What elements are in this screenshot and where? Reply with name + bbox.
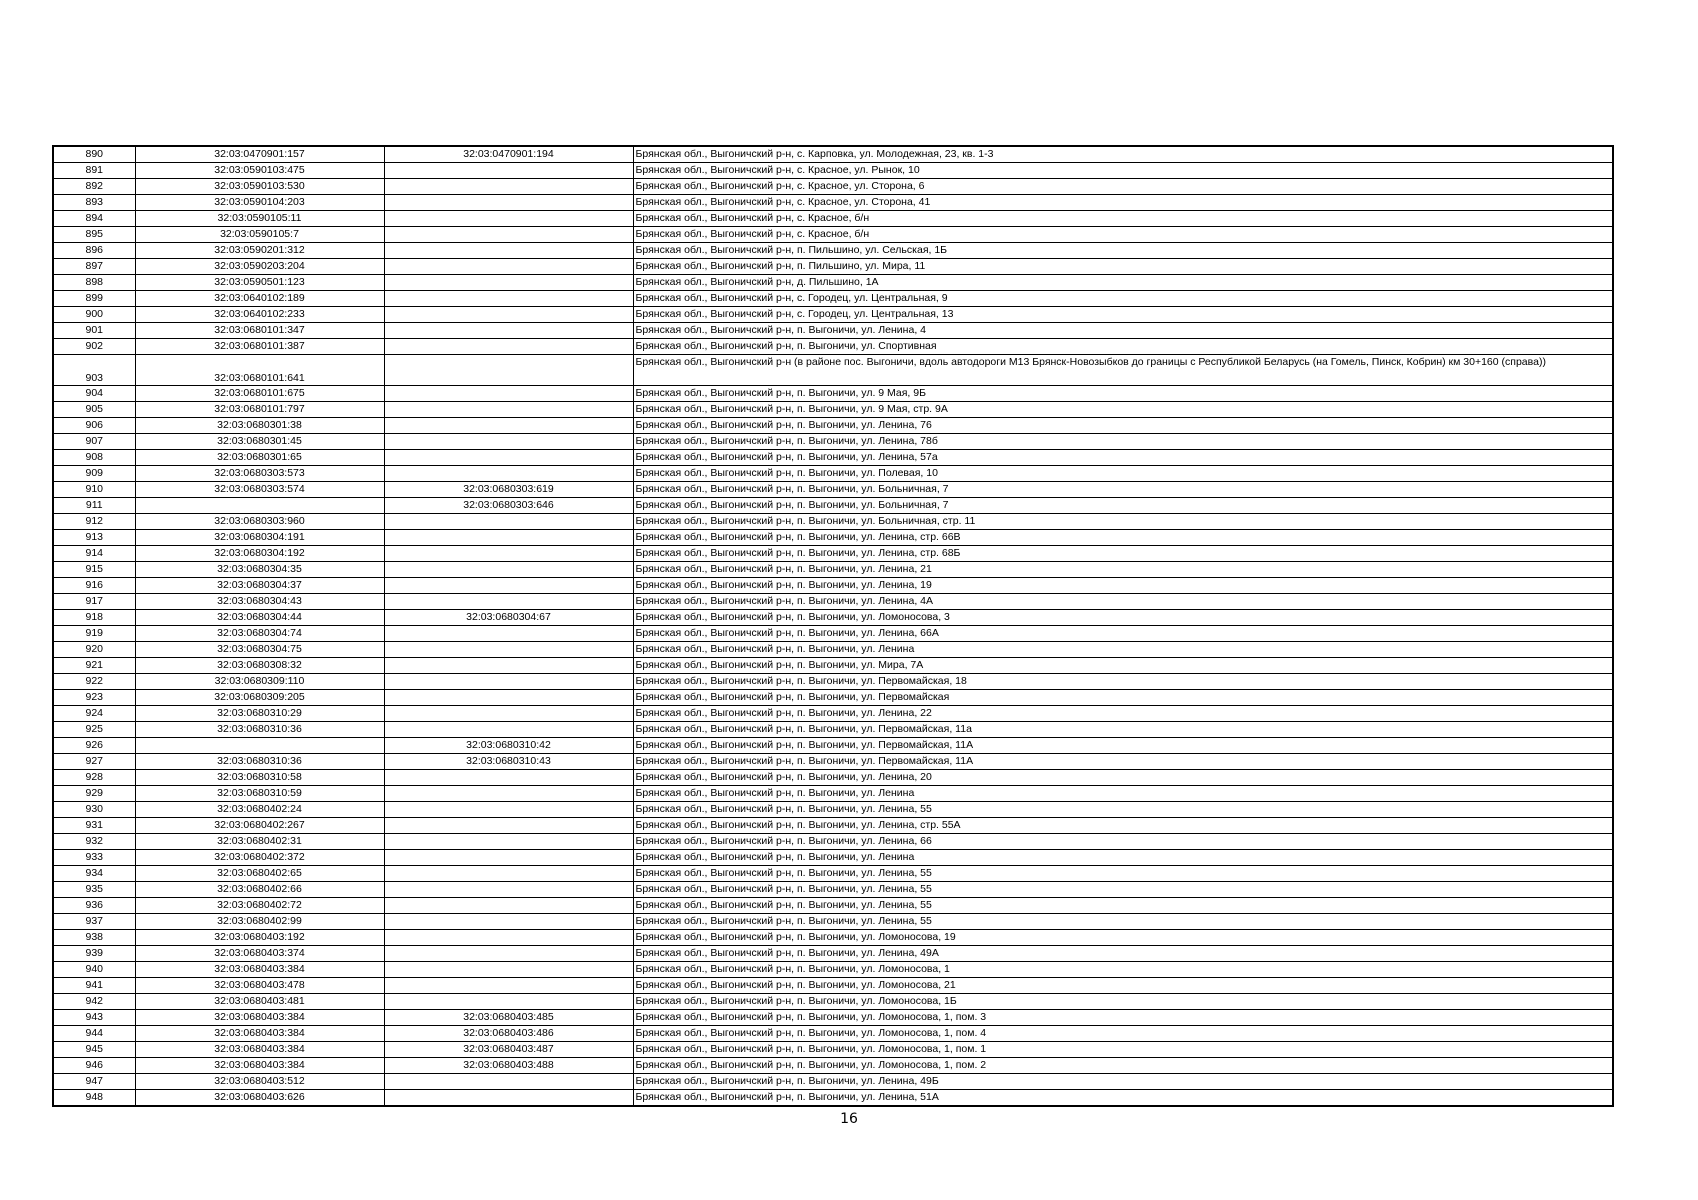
cadastral-number-cell: 32:03:0680101:387 xyxy=(135,339,384,355)
table-row xyxy=(53,402,1613,418)
address-cell: Брянская обл., Выгоничский р-н, п. Выгоничи, ул. Ломоносова, 1, пом. 1 xyxy=(633,1042,1613,1058)
address-cell: Брянская обл., Выгоничский р-н, п. Выгоничи, ул. Ленина, 55 xyxy=(633,866,1613,882)
cadastral-number-cell: 32:03:0590105:11 xyxy=(135,211,384,227)
row-number-cell: 903 xyxy=(53,355,135,386)
related-cadastral-number-cell xyxy=(384,227,633,243)
cadastral-number-cell: 32:03:0680304:74 xyxy=(135,626,384,642)
row-number-cell: 919 xyxy=(53,626,135,642)
row-number-cell: 945 xyxy=(53,1042,135,1058)
row-number-cell: 901 xyxy=(53,323,135,339)
address-cell: Брянская обл., Выгоничский р-н, п. Выгоничи, ул. Полевая, 10 xyxy=(633,466,1613,482)
address-cell: Брянская обл., Выгоничский р-н, п. Пильшино, ул. Сельская, 1Б xyxy=(633,243,1613,259)
cadastral-number-cell: 32:03:0680403:512 xyxy=(135,1074,384,1090)
cadastral-number-cell: 32:03:0680304:44 xyxy=(135,610,384,626)
row-number-cell: 940 xyxy=(53,962,135,978)
table-row xyxy=(53,355,1613,386)
related-cadastral-number-cell: 32:03:0680403:485 xyxy=(384,1010,633,1026)
related-cadastral-number-cell: 32:03:0680403:487 xyxy=(384,1042,633,1058)
address-cell: Брянская обл., Выгоничский р-н, п. Выгоничи, ул. Ленина, 55 xyxy=(633,802,1613,818)
table-body xyxy=(53,146,1613,1106)
address-cell: Брянская обл., Выгоничский р-н, с. Городец, ул. Центральная, 13 xyxy=(633,307,1613,323)
related-cadastral-number-cell: 32:03:0680310:43 xyxy=(384,754,633,770)
cadastral-number-cell: 32:03:0590103:475 xyxy=(135,163,384,179)
table-row xyxy=(53,243,1613,259)
address-cell: Брянская обл., Выгоничский р-н, п. Выгоничи, ул. Ленина, 19 xyxy=(633,578,1613,594)
table-row xyxy=(53,1026,1613,1042)
table-row xyxy=(53,946,1613,962)
related-cadastral-number-cell xyxy=(384,1074,633,1090)
table-row xyxy=(53,802,1613,818)
address-cell: Брянская обл., Выгоничский р-н, п. Выгоничи, ул. Ленина, 49Б xyxy=(633,1074,1613,1090)
table-row xyxy=(53,323,1613,339)
table-row xyxy=(53,978,1613,994)
table-row xyxy=(53,418,1613,434)
row-number-cell: 936 xyxy=(53,898,135,914)
table-row xyxy=(53,1042,1613,1058)
related-cadastral-number-cell xyxy=(384,450,633,466)
cadastral-number-cell: 32:03:0680403:374 xyxy=(135,946,384,962)
related-cadastral-number-cell: 32:03:0680403:488 xyxy=(384,1058,633,1074)
row-number-cell: 905 xyxy=(53,402,135,418)
table-row xyxy=(53,514,1613,530)
table-row xyxy=(53,1074,1613,1090)
row-number-cell: 946 xyxy=(53,1058,135,1074)
table-row xyxy=(53,834,1613,850)
cadastral-number-cell: 32:03:0680101:347 xyxy=(135,323,384,339)
row-number-cell: 914 xyxy=(53,546,135,562)
address-cell: Брянская обл., Выгоничский р-н, п. Выгоничи, ул. Ленина, 55 xyxy=(633,914,1613,930)
address-cell: Брянская обл., Выгоничский р-н, п. Выгоничи, ул. 9 Мая, стр. 9А xyxy=(633,402,1613,418)
cadastral-number-cell: 32:03:0680310:29 xyxy=(135,706,384,722)
address-cell: Брянская обл., Выгоничский р-н, п. Выгоничи, ул. Ленина xyxy=(633,850,1613,866)
address-cell: Брянская обл., Выгоничский р-н, п. Выгоничи, ул. Ленина xyxy=(633,642,1613,658)
cadastral-number-cell: 32:03:0590203:204 xyxy=(135,259,384,275)
related-cadastral-number-cell xyxy=(384,514,633,530)
row-number-cell: 942 xyxy=(53,994,135,1010)
row-number-cell: 939 xyxy=(53,946,135,962)
cadastral-number-cell: 32:03:0680403:384 xyxy=(135,1058,384,1074)
cadastral-number-cell: 32:03:0680310:36 xyxy=(135,722,384,738)
table-row xyxy=(53,291,1613,307)
row-number-cell: 915 xyxy=(53,562,135,578)
address-cell: Брянская обл., Выгоничский р-н, п. Выгоничи, ул. Ломоносова, 1Б xyxy=(633,994,1613,1010)
related-cadastral-number-cell xyxy=(384,1090,633,1107)
cadastral-number-cell: 32:03:0680310:58 xyxy=(135,770,384,786)
related-cadastral-number-cell xyxy=(384,658,633,674)
related-cadastral-number-cell xyxy=(384,530,633,546)
table-row xyxy=(53,434,1613,450)
row-number-cell: 933 xyxy=(53,850,135,866)
table-row xyxy=(53,275,1613,291)
row-number-cell: 932 xyxy=(53,834,135,850)
table-row xyxy=(53,690,1613,706)
table-row xyxy=(53,594,1613,610)
table-row xyxy=(53,898,1613,914)
address-cell: Брянская обл., Выгоничский р-н, п. Выгоничи, ул. Ленина, 66 xyxy=(633,834,1613,850)
address-cell: Брянская обл., Выгоничский р-н (в районе пос. Выгоничи, вдоль автодороги М13 Брянск-Новозыбков до границы с Республикой Беларусь (на Гомель, Пинск, Кобрин) км 30+160 (справа)) xyxy=(633,355,1613,386)
row-number-cell: 902 xyxy=(53,339,135,355)
address-cell: Брянская обл., Выгоничский р-н, с. Красное, б/н xyxy=(633,227,1613,243)
table-row xyxy=(53,578,1613,594)
address-cell: Брянская обл., Выгоничский р-н, п. Выгоничи, ул. Первомайская, 11а xyxy=(633,722,1613,738)
address-cell: Брянская обл., Выгоничский р-н, п. Выгоничи, ул. Ленина, 66А xyxy=(633,626,1613,642)
related-cadastral-number-cell xyxy=(384,211,633,227)
address-cell: Брянская обл., Выгоничский р-н, с. Красное, ул. Сторона, 41 xyxy=(633,195,1613,211)
row-number-cell: 912 xyxy=(53,514,135,530)
address-cell: Брянская обл., Выгоничский р-н, п. Выгоничи, ул. Первомайская, 11А xyxy=(633,754,1613,770)
row-number-cell: 925 xyxy=(53,722,135,738)
table-row xyxy=(53,562,1613,578)
address-cell: Брянская обл., Выгоничский р-н, п. Выгоничи, ул. Первомайская, 11А xyxy=(633,738,1613,754)
table-row xyxy=(53,339,1613,355)
cadastral-number-cell: 32:03:0680403:192 xyxy=(135,930,384,946)
table-row xyxy=(53,1090,1613,1107)
row-number-cell: 918 xyxy=(53,610,135,626)
address-cell: Брянская обл., Выгоничский р-н, п. Выгоничи, ул. Ленина, 4А xyxy=(633,594,1613,610)
page-number: 16 xyxy=(840,1111,858,1127)
address-cell: Брянская обл., Выгоничский р-н, с. Красное, ул. Сторона, 6 xyxy=(633,179,1613,195)
cadastral-number-cell: 32:03:0680301:45 xyxy=(135,434,384,450)
table-row xyxy=(53,738,1613,754)
row-number-cell: 930 xyxy=(53,802,135,818)
address-cell: Брянская обл., Выгоничский р-н, п. Выгоничи, ул. Первомайская xyxy=(633,690,1613,706)
row-number-cell: 931 xyxy=(53,818,135,834)
row-number-cell: 900 xyxy=(53,307,135,323)
address-cell: Брянская обл., Выгоничский р-н, п. Выгоничи, ул. Ленина, 49А xyxy=(633,946,1613,962)
address-cell: Брянская обл., Выгоничский р-н, п. Выгоничи, ул. 9 Мая, 9Б xyxy=(633,386,1613,402)
row-number-cell: 906 xyxy=(53,418,135,434)
row-number-cell: 926 xyxy=(53,738,135,754)
address-cell: Брянская обл., Выгоничский р-н, п. Выгоничи, ул. Ленина, 20 xyxy=(633,770,1613,786)
address-cell: Брянская обл., Выгоничский р-н, п. Выгоничи, ул. Ленина, 57а xyxy=(633,450,1613,466)
address-cell: Брянская обл., Выгоничский р-н, п. Выгоничи, ул. Ленина, 51А xyxy=(633,1090,1613,1107)
address-cell: Брянская обл., Выгоничский р-н, п. Выгоничи, ул. Ленина, 78б xyxy=(633,434,1613,450)
row-number-cell: 892 xyxy=(53,179,135,195)
row-number-cell: 894 xyxy=(53,211,135,227)
cadastral-number-cell xyxy=(135,738,384,754)
address-cell: Брянская обл., Выгоничский р-н, п. Выгоничи, ул. Ленина, 76 xyxy=(633,418,1613,434)
related-cadastral-number-cell: 32:03:0680304:67 xyxy=(384,610,633,626)
related-cadastral-number-cell xyxy=(384,898,633,914)
related-cadastral-number-cell xyxy=(384,323,633,339)
row-number-cell: 920 xyxy=(53,642,135,658)
related-cadastral-number-cell xyxy=(384,386,633,402)
cadastral-number-cell: 32:03:0680304:75 xyxy=(135,642,384,658)
cadastral-number-cell: 32:03:0680402:267 xyxy=(135,818,384,834)
row-number-cell: 923 xyxy=(53,690,135,706)
address-cell: Брянская обл., Выгоничский р-н, д. Пильшино, 1А xyxy=(633,275,1613,291)
address-cell: Брянская обл., Выгоничский р-н, п. Выгоничи, ул. Ленина, 21 xyxy=(633,562,1613,578)
related-cadastral-number-cell xyxy=(384,594,633,610)
table-row xyxy=(53,722,1613,738)
address-cell: Брянская обл., Выгоничский р-н, п. Выгоничи, ул. Спортивная xyxy=(633,339,1613,355)
row-number-cell: 934 xyxy=(53,866,135,882)
cadastral-number-cell: 32:03:0680101:675 xyxy=(135,386,384,402)
table-row xyxy=(53,466,1613,482)
related-cadastral-number-cell xyxy=(384,834,633,850)
cadastral-number-cell: 32:03:0680304:43 xyxy=(135,594,384,610)
row-number-cell: 944 xyxy=(53,1026,135,1042)
related-cadastral-number-cell xyxy=(384,722,633,738)
cadastral-number-cell: 32:03:0590501:123 xyxy=(135,275,384,291)
related-cadastral-number-cell xyxy=(384,355,633,386)
table-row xyxy=(53,626,1613,642)
address-cell: Брянская обл., Выгоничский р-н, п. Выгоничи, ул. Ломоносова, 3 xyxy=(633,610,1613,626)
row-number-cell: 913 xyxy=(53,530,135,546)
related-cadastral-number-cell xyxy=(384,690,633,706)
table-row xyxy=(53,482,1613,498)
cadastral-number-cell: 32:03:0680303:574 xyxy=(135,482,384,498)
row-number-cell: 921 xyxy=(53,658,135,674)
row-number-cell: 910 xyxy=(53,482,135,498)
row-number-cell: 904 xyxy=(53,386,135,402)
related-cadastral-number-cell xyxy=(384,307,633,323)
cadastral-number-cell: 32:03:0680402:72 xyxy=(135,898,384,914)
table-row xyxy=(53,770,1613,786)
cadastral-number-cell: 32:03:0680301:38 xyxy=(135,418,384,434)
row-number-cell: 893 xyxy=(53,195,135,211)
related-cadastral-number-cell xyxy=(384,962,633,978)
address-cell: Брянская обл., Выгоничский р-н, с. Карповка, ул. Молодежная, 23, кв. 1-3 xyxy=(633,146,1613,163)
address-cell: Брянская обл., Выгоничский р-н, п. Выгоничи, ул. Ленина, 55 xyxy=(633,898,1613,914)
cadastral-number-cell: 32:03:0680304:37 xyxy=(135,578,384,594)
table-row xyxy=(53,179,1613,195)
address-cell: Брянская обл., Выгоничский р-н, п. Выгоничи, ул. Ленина xyxy=(633,786,1613,802)
row-number-cell: 899 xyxy=(53,291,135,307)
related-cadastral-number-cell xyxy=(384,578,633,594)
cadastral-number-cell: 32:03:0680403:384 xyxy=(135,962,384,978)
table-row xyxy=(53,610,1613,626)
table-row xyxy=(53,307,1613,323)
related-cadastral-number-cell: 32:03:0680303:619 xyxy=(384,482,633,498)
related-cadastral-number-cell xyxy=(384,466,633,482)
related-cadastral-number-cell xyxy=(384,946,633,962)
address-cell: Брянская обл., Выгоничский р-н, п. Выгоничи, ул. Первомайская, 18 xyxy=(633,674,1613,690)
related-cadastral-number-cell xyxy=(384,259,633,275)
table-row xyxy=(53,882,1613,898)
row-number-cell: 947 xyxy=(53,1074,135,1090)
table-row xyxy=(53,962,1613,978)
row-number-cell: 908 xyxy=(53,450,135,466)
table-row xyxy=(53,674,1613,690)
address-cell: Брянская обл., Выгоничский р-н, п. Пильшино, ул. Мира, 11 xyxy=(633,259,1613,275)
address-cell: Брянская обл., Выгоничский р-н, с. Городец, ул. Центральная, 9 xyxy=(633,291,1613,307)
table-row xyxy=(53,259,1613,275)
cadastral-number-cell: 32:03:0680402:24 xyxy=(135,802,384,818)
related-cadastral-number-cell xyxy=(384,339,633,355)
cadastral-number-cell: 32:03:0680402:66 xyxy=(135,882,384,898)
cadastral-number-cell: 32:03:0640102:189 xyxy=(135,291,384,307)
table-row xyxy=(53,850,1613,866)
related-cadastral-number-cell xyxy=(384,642,633,658)
table-row xyxy=(53,994,1613,1010)
cadastral-number-cell: 32:03:0680402:372 xyxy=(135,850,384,866)
table-row xyxy=(53,227,1613,243)
cadastral-number-cell: 32:03:0680304:35 xyxy=(135,562,384,578)
cadastral-number-cell: 32:03:0680403:384 xyxy=(135,1026,384,1042)
cadastral-number-cell: 32:03:0680309:110 xyxy=(135,674,384,690)
row-number-cell: 929 xyxy=(53,786,135,802)
cadastral-number-cell xyxy=(135,498,384,514)
cadastral-number-cell: 32:03:0590104:203 xyxy=(135,195,384,211)
related-cadastral-number-cell xyxy=(384,786,633,802)
table-row xyxy=(53,163,1613,179)
table-row xyxy=(53,914,1613,930)
related-cadastral-number-cell xyxy=(384,802,633,818)
cadastral-number-cell: 32:03:0680303:960 xyxy=(135,514,384,530)
address-cell: Брянская обл., Выгоничский р-н, п. Выгоничи, ул. Ленина, стр. 55А xyxy=(633,818,1613,834)
row-number-cell: 891 xyxy=(53,163,135,179)
cadastral-number-cell: 32:03:0680308:32 xyxy=(135,658,384,674)
address-cell: Брянская обл., Выгоничский р-н, п. Выгоничи, ул. Ленина, 4 xyxy=(633,323,1613,339)
row-number-cell: 943 xyxy=(53,1010,135,1026)
cadastral-number-cell: 32:03:0680402:65 xyxy=(135,866,384,882)
row-number-cell: 935 xyxy=(53,882,135,898)
table-row xyxy=(53,1058,1613,1074)
address-cell: Брянская обл., Выгоничский р-н, с. Красное, ул. Рынок, 10 xyxy=(633,163,1613,179)
table-row xyxy=(53,642,1613,658)
table-row xyxy=(53,706,1613,722)
address-cell: Брянская обл., Выгоничский р-н, п. Выгоничи, ул. Ленина, 22 xyxy=(633,706,1613,722)
address-cell: Брянская обл., Выгоничский р-н, п. Выгоничи, ул. Больничная, 7 xyxy=(633,498,1613,514)
cadastral-number-cell: 32:03:0680403:384 xyxy=(135,1042,384,1058)
address-cell: Брянская обл., Выгоничский р-н, п. Выгоничи, ул. Больничная, 7 xyxy=(633,482,1613,498)
address-cell: Брянская обл., Выгоничский р-н, п. Выгоничи, ул. Ломоносова, 1, пом. 2 xyxy=(633,1058,1613,1074)
cadastral-number-cell: 32:03:0590103:530 xyxy=(135,179,384,195)
table-row xyxy=(53,818,1613,834)
cadastral-number-cell: 32:03:0680303:573 xyxy=(135,466,384,482)
table-row xyxy=(53,146,1613,163)
table-row xyxy=(53,866,1613,882)
table-row xyxy=(53,386,1613,402)
cadastral-number-cell: 32:03:0680402:31 xyxy=(135,834,384,850)
address-cell: Брянская обл., Выгоничский р-н, п. Выгоничи, ул. Ленина, стр. 66В xyxy=(633,530,1613,546)
table-row xyxy=(53,546,1613,562)
related-cadastral-number-cell: 32:03:0680310:42 xyxy=(384,738,633,754)
related-cadastral-number-cell xyxy=(384,770,633,786)
related-cadastral-number-cell xyxy=(384,994,633,1010)
related-cadastral-number-cell xyxy=(384,275,633,291)
address-cell: Брянская обл., Выгоничский р-н, п. Выгоничи, ул. Больничная, стр. 11 xyxy=(633,514,1613,530)
related-cadastral-number-cell xyxy=(384,706,633,722)
row-number-cell: 917 xyxy=(53,594,135,610)
related-cadastral-number-cell xyxy=(384,882,633,898)
cadastral-number-cell: 32:03:0680310:36 xyxy=(135,754,384,770)
related-cadastral-number-cell xyxy=(384,674,633,690)
cadastral-number-cell: 32:03:0680403:384 xyxy=(135,1010,384,1026)
related-cadastral-number-cell xyxy=(384,866,633,882)
related-cadastral-number-cell xyxy=(384,562,633,578)
related-cadastral-number-cell: 32:03:0680403:486 xyxy=(384,1026,633,1042)
cadastral-number-cell: 32:03:0680304:191 xyxy=(135,530,384,546)
cadastral-number-cell: 32:03:0680310:59 xyxy=(135,786,384,802)
row-number-cell: 897 xyxy=(53,259,135,275)
row-number-cell: 927 xyxy=(53,754,135,770)
address-cell: Брянская обл., Выгоничский р-н, п. Выгоничи, ул. Ломоносова, 1 xyxy=(633,962,1613,978)
address-cell: Брянская обл., Выгоничский р-н, п. Выгоничи, ул. Ломоносова, 19 xyxy=(633,930,1613,946)
cadastral-number-cell: 32:03:0680403:481 xyxy=(135,994,384,1010)
row-number-cell: 916 xyxy=(53,578,135,594)
row-number-cell: 907 xyxy=(53,434,135,450)
related-cadastral-number-cell xyxy=(384,850,633,866)
related-cadastral-number-cell xyxy=(384,434,633,450)
cadastral-number-cell: 32:03:0680403:478 xyxy=(135,978,384,994)
row-number-cell: 890 xyxy=(53,146,135,163)
cadastral-number-cell: 32:03:0680403:626 xyxy=(135,1090,384,1107)
table-row xyxy=(53,658,1613,674)
address-cell: Брянская обл., Выгоничский р-н, п. Выгоничи, ул. Ломоносова, 1, пом. 3 xyxy=(633,1010,1613,1026)
related-cadastral-number-cell: 32:03:0470901:194 xyxy=(384,146,633,163)
row-number-cell: 911 xyxy=(53,498,135,514)
related-cadastral-number-cell xyxy=(384,978,633,994)
row-number-cell: 922 xyxy=(53,674,135,690)
row-number-cell: 928 xyxy=(53,770,135,786)
cadastral-table xyxy=(52,145,1614,1107)
row-number-cell: 896 xyxy=(53,243,135,259)
row-number-cell: 895 xyxy=(53,227,135,243)
related-cadastral-number-cell xyxy=(384,418,633,434)
related-cadastral-number-cell xyxy=(384,243,633,259)
row-number-cell: 898 xyxy=(53,275,135,291)
related-cadastral-number-cell xyxy=(384,930,633,946)
related-cadastral-number-cell xyxy=(384,195,633,211)
table-row xyxy=(53,930,1613,946)
related-cadastral-number-cell xyxy=(384,402,633,418)
related-cadastral-number-cell: 32:03:0680303:646 xyxy=(384,498,633,514)
row-number-cell: 937 xyxy=(53,914,135,930)
address-cell: Брянская обл., Выгоничский р-н, п. Выгоничи, ул. Мира, 7А xyxy=(633,658,1613,674)
address-cell: Брянская обл., Выгоничский р-н, п. Выгоничи, ул. Ломоносова, 21 xyxy=(633,978,1613,994)
cadastral-number-cell: 32:03:0680309:205 xyxy=(135,690,384,706)
table-row xyxy=(53,450,1613,466)
table-row xyxy=(53,211,1613,227)
cadastral-number-cell: 32:03:0680304:192 xyxy=(135,546,384,562)
row-number-cell: 948 xyxy=(53,1090,135,1107)
table-row xyxy=(53,530,1613,546)
cadastral-number-cell: 32:03:0470901:157 xyxy=(135,146,384,163)
related-cadastral-number-cell xyxy=(384,291,633,307)
address-cell: Брянская обл., Выгоничский р-н, с. Красное, б/н xyxy=(633,211,1613,227)
row-number-cell: 941 xyxy=(53,978,135,994)
table-row xyxy=(53,754,1613,770)
address-cell: Брянская обл., Выгоничский р-н, п. Выгоничи, ул. Ленина, 55 xyxy=(633,882,1613,898)
cadastral-number-cell: 32:03:0640102:233 xyxy=(135,307,384,323)
related-cadastral-number-cell xyxy=(384,818,633,834)
table-row xyxy=(53,786,1613,802)
row-number-cell: 938 xyxy=(53,930,135,946)
cadastral-number-cell: 32:03:0680301:65 xyxy=(135,450,384,466)
address-cell: Брянская обл., Выгоничский р-н, п. Выгоничи, ул. Ломоносова, 1, пом. 4 xyxy=(633,1026,1613,1042)
table-row xyxy=(53,1010,1613,1026)
table-row xyxy=(53,498,1613,514)
related-cadastral-number-cell xyxy=(384,626,633,642)
cadastral-number-cell: 32:03:0680402:99 xyxy=(135,914,384,930)
cadastral-number-cell: 32:03:0680101:641 xyxy=(135,355,384,386)
related-cadastral-number-cell xyxy=(384,179,633,195)
table-row xyxy=(53,195,1613,211)
row-number-cell: 909 xyxy=(53,466,135,482)
cadastral-number-cell: 32:03:0590105:7 xyxy=(135,227,384,243)
related-cadastral-number-cell xyxy=(384,914,633,930)
related-cadastral-number-cell xyxy=(384,163,633,179)
address-cell: Брянская обл., Выгоничский р-н, п. Выгоничи, ул. Ленина, стр. 68Б xyxy=(633,546,1613,562)
related-cadastral-number-cell xyxy=(384,546,633,562)
cadastral-number-cell: 32:03:0680101:797 xyxy=(135,402,384,418)
cadastral-number-cell: 32:03:0590201:312 xyxy=(135,243,384,259)
row-number-cell: 924 xyxy=(53,706,135,722)
